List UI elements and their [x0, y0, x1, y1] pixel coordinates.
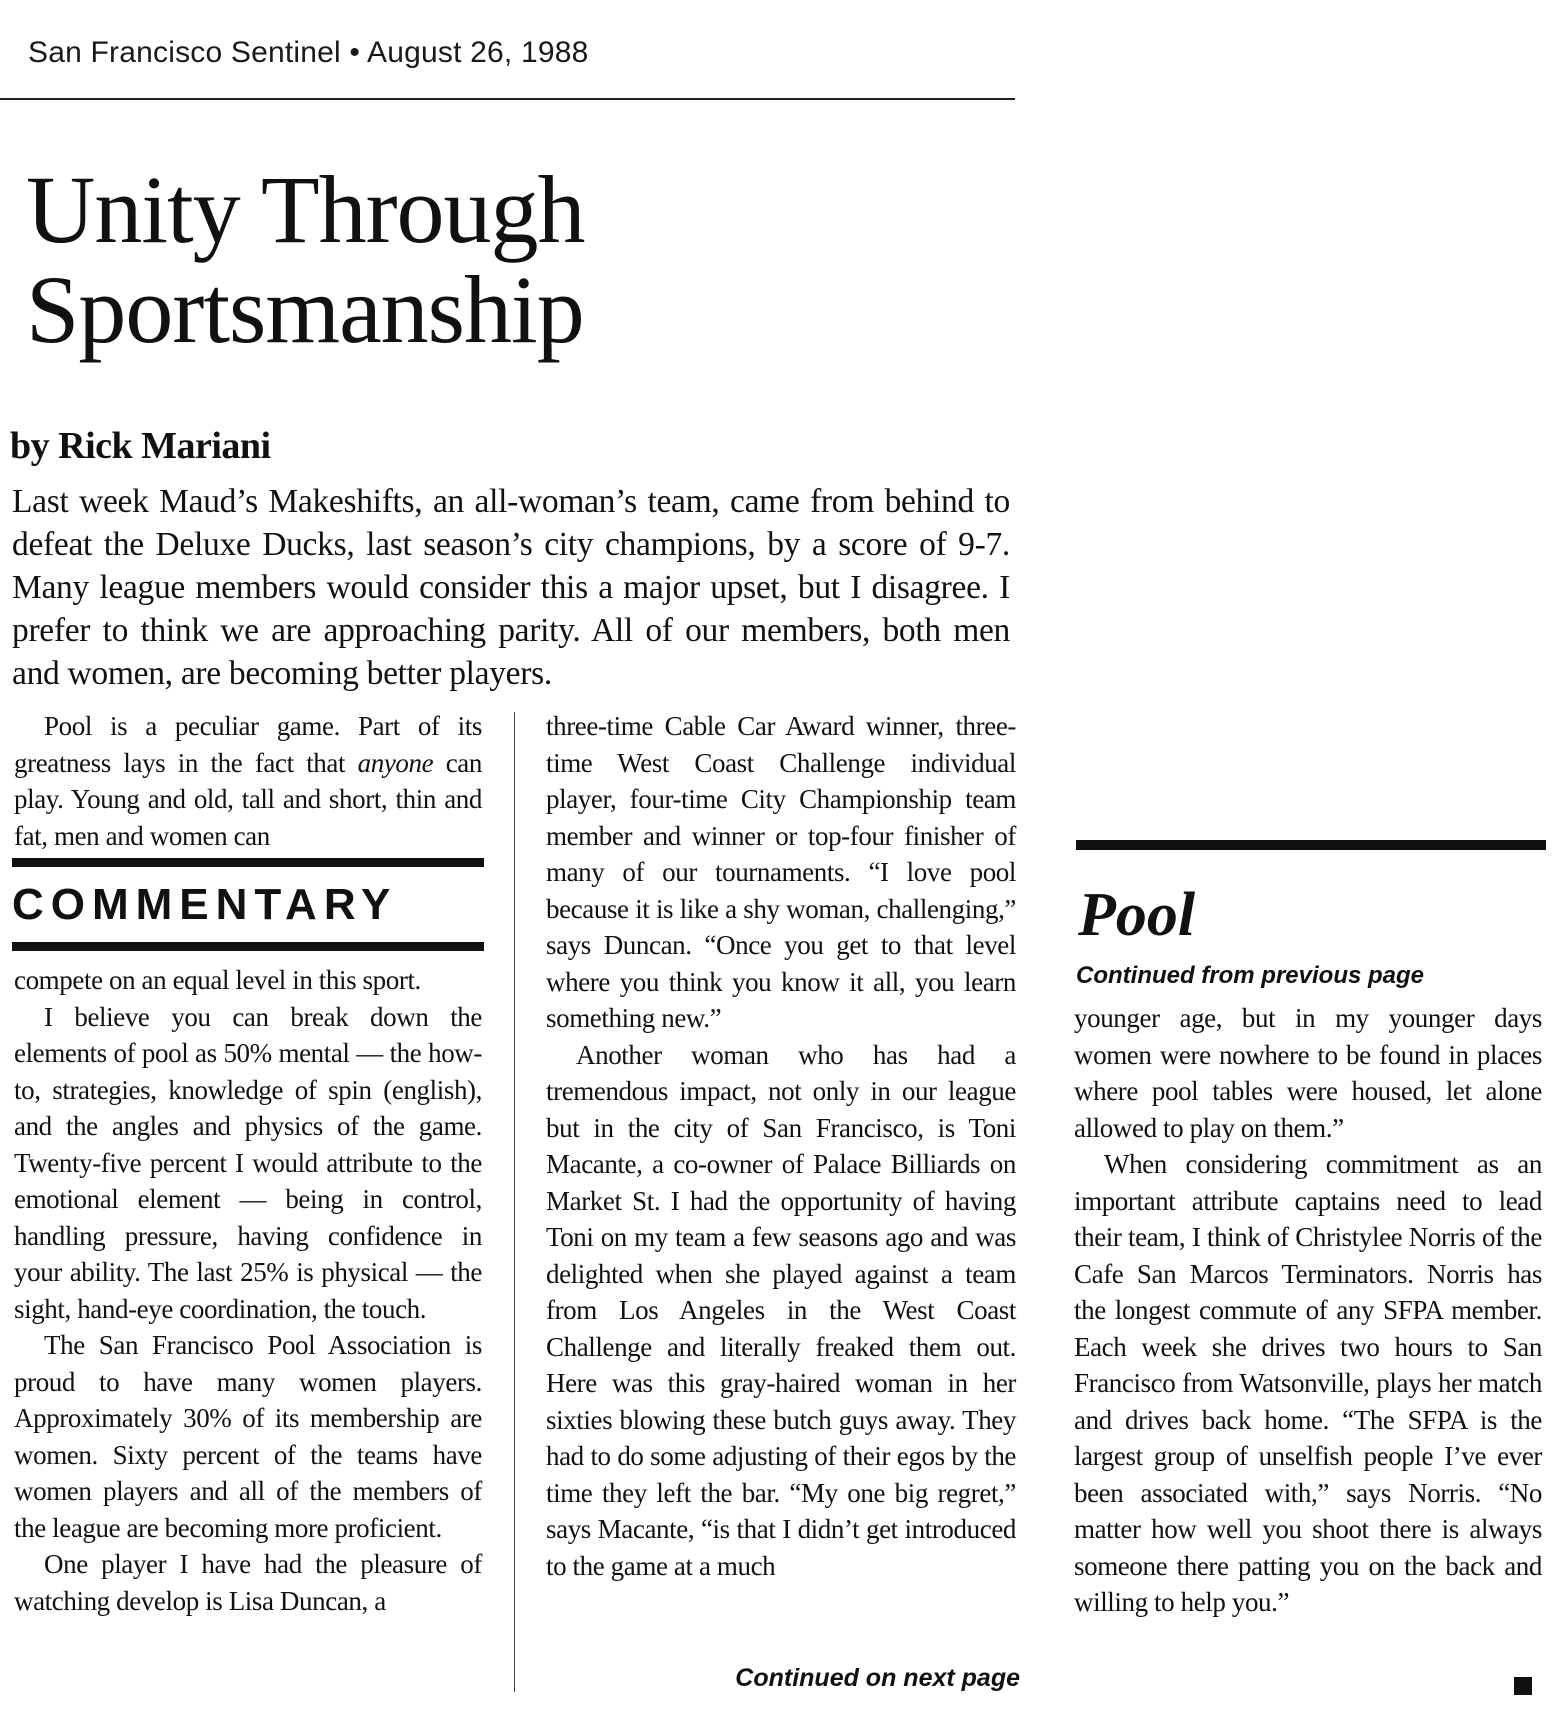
- column-2: [546, 708, 1016, 1584]
- col1-p1-text-b: can play. Young and old, tall and short, thin and fat, men and women can: [14, 747, 482, 851]
- column-divider: [514, 712, 515, 1692]
- col1-paragraph-3: The San Francisco Pool Association is proud to have many women players. Approximately 30% of its membership are women. Sixty percent of the teams have women players and all of the members of the league are becoming more proficient.: [14, 1330, 482, 1543]
- col1-paragraph-1: [14, 708, 482, 854]
- col3-paragraph-1: younger age, but in my younger days women were nowhere to be found in places where pool tables were housed, let alone allowed to play on them.”: [1074, 1003, 1542, 1143]
- col1-paragraph-2: I believe you can break down the elements of pool as 50% mental — the how-to, strategies, knowledge of spin (english), and the angles and physics of the game. Twenty-five percent I would attribute to the emotional element — being in control, handling pressure, having confidence in your ability. The last 25% is physical — the sight, hand-eye coordination, the touch.: [14, 1001, 482, 1324]
- pool-section-bar: [1076, 840, 1546, 850]
- masthead: San Francisco Sentinel • August 26, 1988: [28, 36, 589, 69]
- headline-line-1: Unity Through: [26, 156, 585, 263]
- column-3: [1074, 1000, 1542, 1621]
- end-of-article-mark: [1514, 1677, 1532, 1695]
- col1-paragraph-1-continued: compete on an equal level in this sport.: [14, 965, 421, 995]
- col1-p1-emphasis: anyone: [357, 747, 434, 778]
- col3-paragraph-2: When considering commitment as an important attribute captains need to lead their team, I think of Christylee Norris of the Cafe San Marcos Terminators. Norris has the longest commute of any SFPA member. Each week she drives two hours to San Francisco from Watsonville, plays her match and drives back home. “The SFPA is the largest group of unselfish people I’ve ever been associated with,” says Norris. “No matter how well you shoot there is always someone there patting you on the back and willing to help you.”: [1074, 1149, 1542, 1617]
- col2-paragraph-2: Another woman who has had a tremendous impact, not only in our league but in the city of San Francisco, is Toni Macante, a co-owner of Palace Billiards on Market St. I had the opportunity of having Toni on my team a few seasons ago and was delighted when she played against a team from Los Angeles in the West Coast Challenge and literally freaked them out. Here was this gray-haired woman in her sixties blowing these butch guys away. They had to do some adjusting of their egos by the time they left the bar. “My one big regret,” says Macante, “is that I didn’t get introduced to the game at a much: [546, 1039, 1016, 1581]
- col1-p1-text-a: Pool is a peculiar game. Part of its greatness lays in the fact that: [14, 711, 482, 778]
- col1-paragraph-4: One player I have had the pleasure of watching develop is Lisa Duncan, a: [14, 1549, 482, 1616]
- col2-paragraph-1: three-time Cable Car Award winner, three-time West Coast Challenge individual player, four-time City Championship team member and winner or top-four finisher of many of our tournaments. “I love pool because it is like a shy woman, challenging,” says Duncan. “Once you get to that level where you think you know it all, you learn something new.”: [546, 711, 1016, 1033]
- column-1-bottom: [14, 962, 482, 1619]
- continued-on-next-page: Continued on next page: [735, 1664, 1020, 1692]
- column-1-top: [14, 708, 482, 854]
- continued-from-previous-page: Continued from previous page: [1076, 962, 1425, 989]
- byline: by Rick Mariani: [10, 425, 271, 467]
- headline-line-2: Sportsmanship: [26, 256, 584, 363]
- commentary-bottom-bar: [12, 942, 484, 951]
- lead-paragraph: Last week Maud’s Makeshifts, an all-woman’s team, came from behind to defeat the Deluxe Ducks, last season’s city champions, by a score of 9-7. Many league members would consider this a major upset, but I disagree. I prefer to think we are approaching parity. All of our members, both men and women, are becoming better players.: [12, 483, 1010, 692]
- pool-section-title: Pool: [1078, 881, 1196, 949]
- masthead-rule: [0, 98, 1015, 100]
- commentary-top-bar: [12, 858, 484, 867]
- headline: [26, 156, 926, 363]
- commentary-label: COMMENTARY: [12, 880, 398, 929]
